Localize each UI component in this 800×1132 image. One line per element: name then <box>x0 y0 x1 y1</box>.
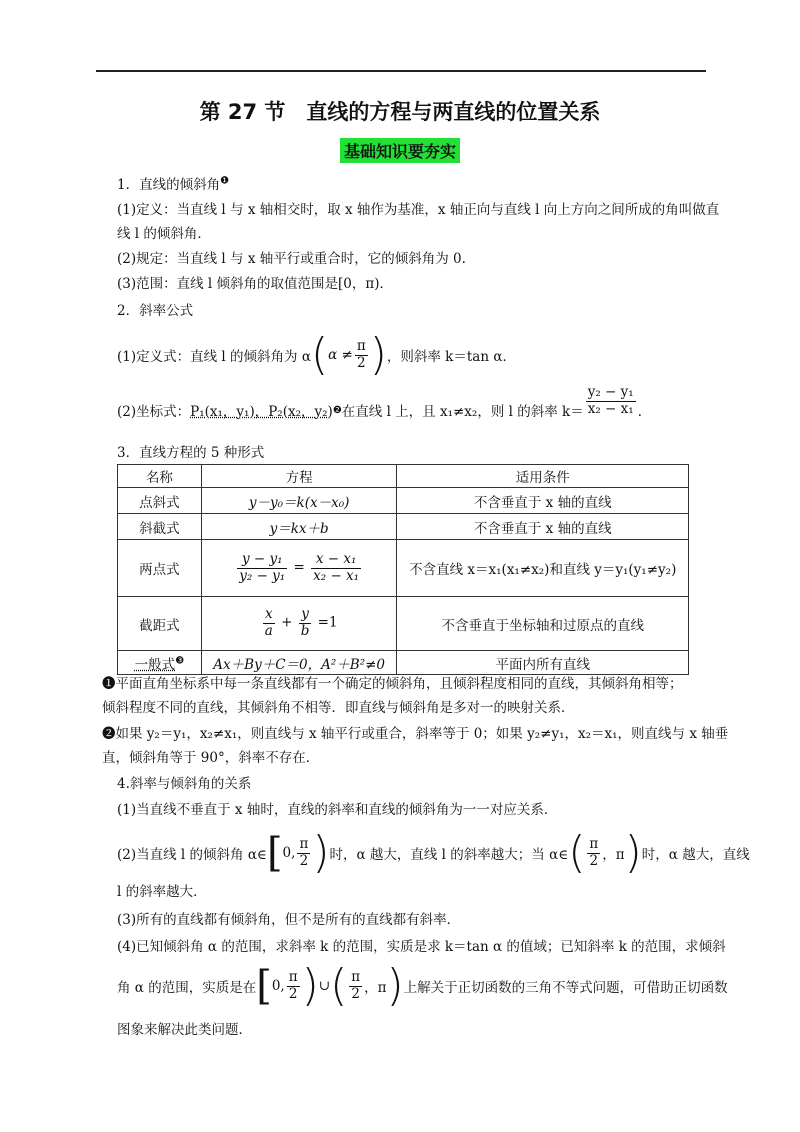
note-1b: 倾斜程度不同的直线，其倾斜角不相等．即直线与倾斜角是多对一的映射关系． <box>102 700 575 716</box>
s4-p4a: (4)已知倾斜角 α 的范围，求斜率 k 的范围，实质是求 k＝tan α 的值域；已知斜率 k 的范围，求倾斜 <box>117 939 726 955</box>
table-row: 斜截式 y＝kx＋b 不含垂直于 x 轴的直线 <box>118 514 689 540</box>
s4-p4b: 角 α 的范围，实质是在 [ 0, $\frac{\pi}{2}$ ) ∪ ( $\frac{\pi}{2}$ ，π ) 上解关于正切函数的三角不等式问题，可借助正切函数 <box>117 960 728 1011</box>
top-rule <box>96 70 706 72</box>
s4-p2b: l 的斜率越大． <box>117 884 207 900</box>
note-2a: ❷如果 y₂＝y₁，x₂≠x₁，则直线与 x 轴平行或重合，斜率等于 0；如果 y₂≠y₁，x₂＝x₁，则直线与 x 轴垂 <box>102 726 729 742</box>
line-equation-forms-table <box>117 464 689 675</box>
col-header-equation: 方程 <box>201 465 397 488</box>
col-header-name: 名称 <box>118 465 202 488</box>
table-row: 两点式 $\frac{\text{y − y₁}}{\text{y₂ − y₁}}$ = $\frac{\text{x − x₁}}{\text{x₂ − x₁}}$ 不含直线 x＝x₁(x₁≠x₂)和直线 y＝y₁(y₁≠y₂) <box>118 540 689 597</box>
footnote-mark-2: ❷ <box>332 404 342 416</box>
s2-coord: (2)坐标式： P₁(x₁，y₁)，P₂(x₂，y₂) ❷ 在直线 l 上，且 x₁≠x₂，则 l 的斜率 k＝ $\frac{\text{y₂ − y₁}}{\text{x₂ − x₁}}$ ． <box>117 383 652 420</box>
s1-heading: 1．直线的倾斜角$^❶$ <box>117 175 230 193</box>
footnote-mark-3: ❸ <box>175 655 185 666</box>
note-1a: ❶平面直角坐标系中每一条直线都有一个确定的倾斜角，且倾斜程度相同的直线，其倾斜角相等； <box>102 676 683 692</box>
s3-heading: 3．直线方程的 5 种形式 <box>117 445 265 461</box>
slope-fraction: $\frac{\text{y₂ − y₁}}{\text{x₂ − x₁}}$ <box>587 383 634 417</box>
s4-heading: 4.斜率与倾斜角的关系 <box>117 776 252 792</box>
s4-p2: (2)当直线 l 的倾斜角 α∈ [ 0, $\frac{\pi}{2}$ ) 时，α 越大，直线 l 的斜率越大；当 α∈ ( $\frac{\pi}{2}$ ，π ) 时，α 越大，直线 <box>117 827 750 878</box>
table-row: 点斜式 y－y₀＝k(x－x₀) 不含垂直于 x 轴的直线 <box>118 488 689 514</box>
s2-heading: 2．斜率公式 <box>117 303 194 319</box>
section-subtitle: 基础知识要夯实 <box>340 138 460 163</box>
s4-p1: (1)当直线不垂直于 x 轴时，直线的斜率和直线的倾斜角为一一对应关系． <box>117 802 558 818</box>
table-row: 一般式$^❸$ Ax＋By＋C＝0，A²＋B²≠0 平面内所有直线 <box>118 651 689 675</box>
s1-def-a: (1)定义：当直线 l 与 x 轴相交时，取 x 轴作为基准，x 轴正向与直线 l 向上方向之间所成的角叫做直 <box>117 202 720 218</box>
section-title: 第 27 节 直线的方程与两直线的位置关系 <box>199 100 601 124</box>
s2-def: (1)定义式：直线 l 的倾斜角为 α ( α ≠ $\frac{\pi}{2}$ ) ，则斜率 k＝tan α． <box>117 329 516 380</box>
note-2b: 直，倾斜角等于 90°，斜率不存在． <box>102 750 320 766</box>
s1-range: (3)范围：直线 l 倾斜角的取值范围是[0，π)． <box>117 276 394 292</box>
col-header-condition: 适用条件 <box>397 465 689 488</box>
footnote-mark-1: ❶ <box>220 175 230 187</box>
table-row: 截距式 $\frac{x}{a}$ + $\frac{y}{b}$ =1 不含垂直于坐标轴和过原点的直线 <box>118 597 689 651</box>
s1-rule: (2)规定：当直线 l 与 x 轴平行或重合时，它的倾斜角为 0. <box>117 251 466 267</box>
s4-p3: (3)所有的直线都有倾斜角，但不是所有的直线都有斜率． <box>117 912 461 928</box>
pi-over-2-fraction: $\frac{\pi}{2}$ <box>356 337 366 371</box>
s4-p4c: 图象来解决此类问题． <box>117 1022 252 1038</box>
s1-def-b: 线 l 的倾斜角． <box>117 226 211 242</box>
table-header-row <box>118 465 689 488</box>
